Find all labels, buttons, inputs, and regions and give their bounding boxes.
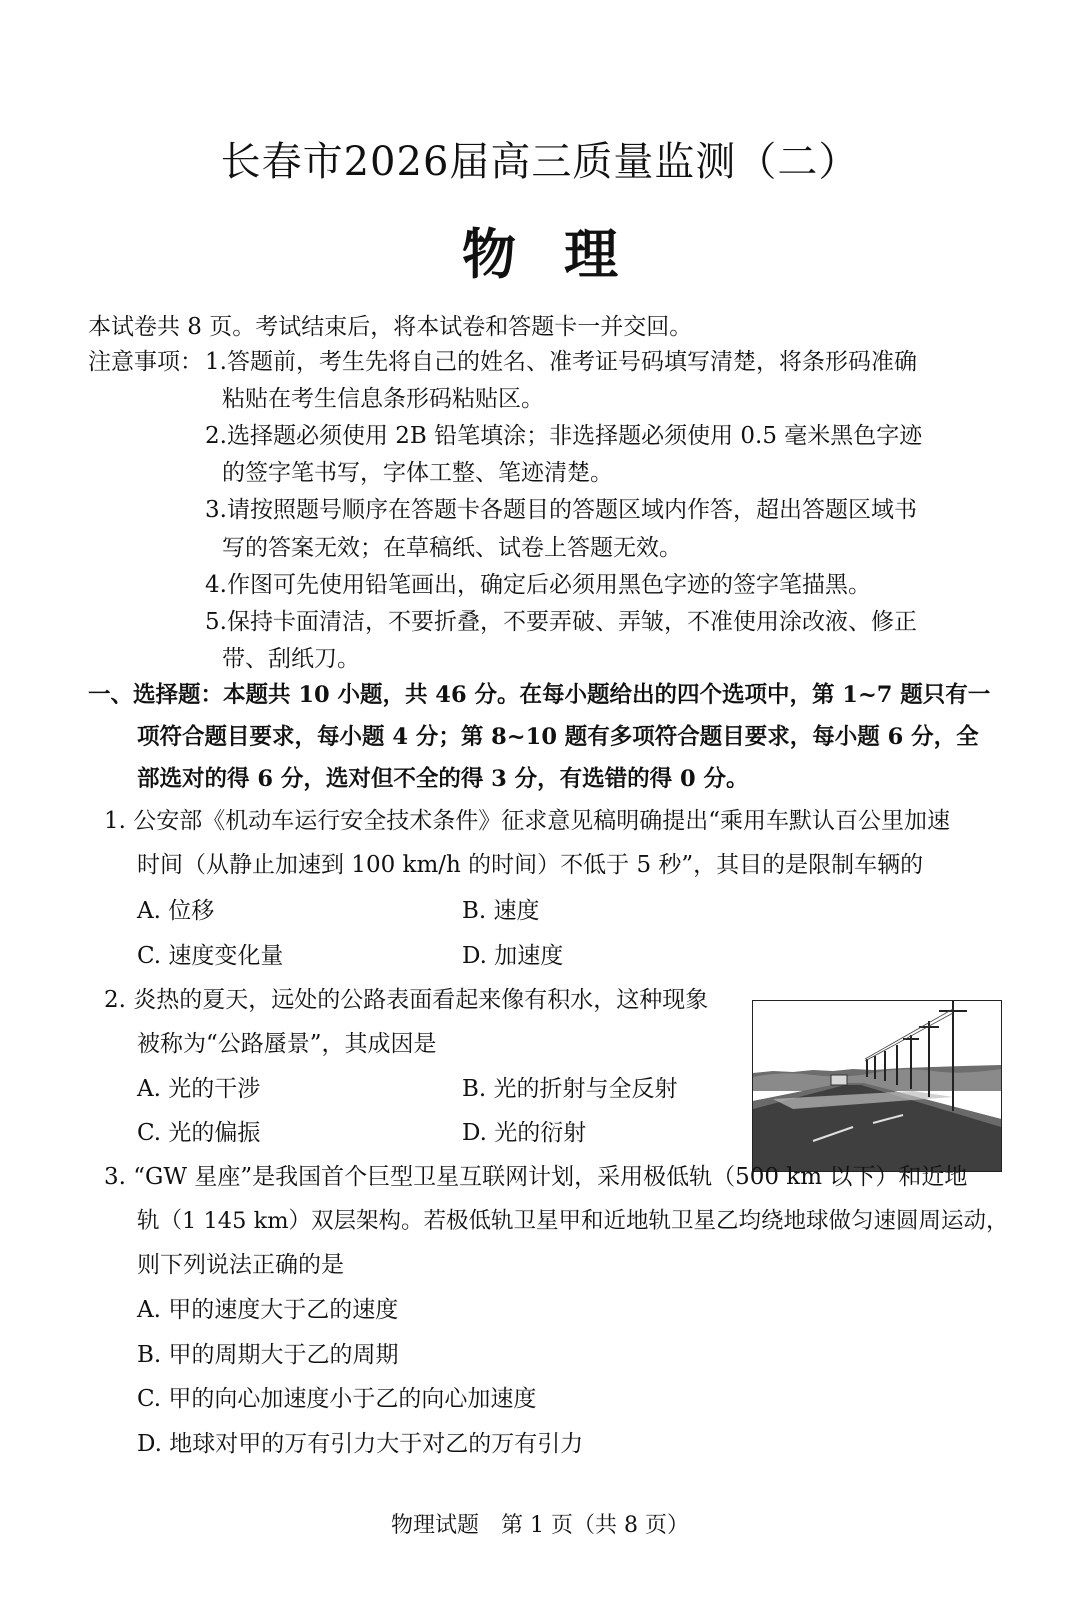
page-footer: 物理试题 第 1 页（共 8 页） (391, 1513, 689, 1538)
notice-item-3: 3.请按照题号顺序在答题卡各题目的答题区域内作答，超出答题区域书 (205, 497, 917, 523)
question-1-stem: 1. 公安部《机动车运行安全技术条件》征求意见稿明确提出“乘用车默认百公里加速 (104, 808, 951, 834)
q2-option-c: C. 光的偏振 (137, 1120, 261, 1146)
intro-text: 本试卷共 8 页。考试结束后，将本试卷和答题卡一并交回。 (88, 314, 693, 340)
q2-option-b: B. 光的折射与全反射 (462, 1076, 678, 1102)
notice-item-5-cont: 带、刮纸刀。 (222, 646, 360, 672)
section-heading-cont: 项符合题目要求，每小题 4 分；第 8~10 题有多项符合题目要求，每小题 6 分，全 (137, 724, 979, 750)
question-3-stem: 3. “GW 星座”是我国首个巨型卫星互联网计划，采用极低轨（500 km 以下）和近地 (104, 1164, 968, 1190)
road-mirage-illustration (753, 1001, 1001, 1171)
q1-option-d: D. 加速度 (462, 943, 564, 969)
q3-option-c: C. 甲的向心加速度小于乙的向心加速度 (137, 1386, 537, 1412)
notice-item-4: 4.作图可先使用铅笔画出，确定后必须用黑色字迹的签字笔描黑。 (205, 572, 871, 598)
q3-option-b: B. 甲的周期大于乙的周期 (137, 1342, 399, 1368)
exam-title: 长春市2026届高三质量监测（二） (220, 139, 860, 185)
question-2-stem-cont: 被称为“公路蜃景”，其成因是 (137, 1031, 437, 1057)
q1-option-c: C. 速度变化量 (137, 943, 284, 969)
section-heading: 一、选择题：本题共 10 小题，共 46 分。在每小题给出的四个选项中，第 1~7 题只有一 (88, 682, 991, 708)
notice-label: 注意事项： (88, 349, 203, 375)
road-mirage-photo (752, 1000, 1002, 1172)
notice-item-3-cont: 写的答案无效；在草稿纸、试卷上答题无效。 (222, 535, 682, 561)
question-3-stem-cont: 轨（1 145 km）双层架构。若极低轨卫星甲和近地轨卫星乙均绕地球做匀速圆周运动， (137, 1208, 1009, 1234)
q2-option-a: A. 光的干涉 (137, 1076, 261, 1102)
question-2-stem: 2. 炎热的夏天，远处的公路表面看起来像有积水，这种现象 (104, 987, 709, 1013)
question-3-stem-cont: 则下列说法正确的是 (137, 1252, 344, 1278)
notice-item-1-cont: 粘贴在考生信息条形码粘贴区。 (222, 386, 544, 412)
q3-option-d: D. 地球对甲的万有引力大于对乙的万有引力 (137, 1431, 584, 1457)
q1-option-a: A. 位移 (137, 898, 215, 924)
notice-item-2-cont: 的签字笔书写，字体工整、笔迹清楚。 (222, 460, 613, 486)
notice-item-1: 1.答题前，考生先将自己的姓名、准考证号码填写清楚，将条形码准确 (205, 349, 917, 375)
section-heading-cont: 部选对的得 6 分，选对但不全的得 3 分，有选错的得 0 分。 (137, 766, 749, 792)
notice-item-2: 2.选择题必须使用 2B 铅笔填涂；非选择题必须使用 0.5 毫米黑色字迹 (205, 423, 923, 449)
q2-option-d: D. 光的衍射 (462, 1120, 587, 1146)
question-1-stem-cont: 时间（从静止加速到 100 km/h 的时间）不低于 5 秒”，其目的是限制车辆的 (137, 852, 924, 878)
notice-item-5: 5.保持卡面清洁，不要折叠，不要弄破、弄皱，不准使用涂改液、修正 (205, 609, 917, 635)
subject-title: 物理 (462, 222, 666, 286)
q3-option-a: A. 甲的速度大于乙的速度 (137, 1297, 399, 1323)
q1-option-b: B. 速度 (462, 898, 540, 924)
